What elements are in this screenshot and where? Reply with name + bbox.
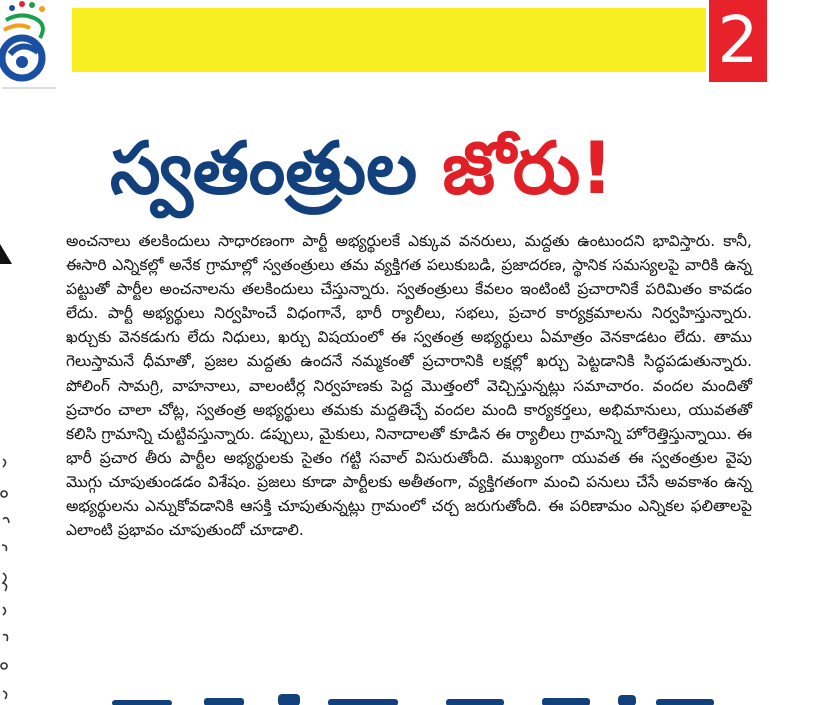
article-body: అంచనాలు తలకిందులు సాధారణంగా పార్టీ అభ్యర్థులకే ఎక్కువ వనరులు, మద్దతు ఉంటుందని భావిస్తారు. కానీ, ఈసారి ఎన్నికల్లో అనేక గ్రామాల్లో స్వతంత్రులు తమ వ్యక్తిగత పలుకుబడి, ప్రజాదరణ, స్థానిక సమస్యలపై వారికి ఉన్న పట్టుతో పార్టీల అంచనాలను తలకిందులు చేస్తున్నారు. స్వతంత్రులు కేవలం ఇంటింటి ప్రచారానికే పరిమితం కావడం లేదు. పార్టీ అభ్యర్థులు నిర్వహించే విధంగానే, భారీ ర్యాలీలు, సభలు, ప్రచార కార్యక్రమాలను నిర్వహిస్తున్నారు. ఖర్చుకు వెనకడుగు లేదు నిధులు, ఖర్చు విషయంలో ఈ స్వతంత్ర అభ్యర్థులు ఏమాత్రం వెనకాడటం లేదు. తాము గెలుస్తామనే ధీమాతో, ప్రజల మద్దతు ఉందనే నమ్మకంతో ప్రచారానికి లక్షల్లో ఖర్చు పెట్టడానికి సిద్ధపడుతున్నారు. పోలింగ్ సామగ్రి, వాహనాలు, వాలంటీర్ల నిర్వహణకు పెద్ద మొత్తంలో వెచ్చిస్తున్నట్లు సమాచారం. వందల మందితో ప్రచారం చాలా చోట్ల, స్వతంత్ర అభ్యర్థులు తమకు మద్దతిచ్చే వందల మంది కార్యకర్తలు, అభిమానులు, యువతతో కలిసి గ్రామాన్ని చుట్టివస్తున్నారు. డప్పులు, మైకులు, నినాదాలతో కూడిన ఈ ర్యాలీలు గ్రామాన్ని హోరెత్తిస్తున్నాయి. ఈ భారీ ప్రచార తీరు పార్టీల అభ్యర్థులకు సైతం గట్టి సవాల్ విసురుతోంది. ముఖ్యంగా యువత ఈ స్వతంత్రుల వైపు మొగ్గు చూపుతుండడం విశేషం. ప్రజలు కూడా పార్టీలకు అతీతంగా, వ్యక్తిగతంగా మంచి పనులు చేసే అవకాశం ఉన్న అభ్యర్థులను ఎన్నుకోవడానికి ఆసక్తి చూపుతున్నట్లు గ్రామంలో చర్చ జరుగుతోంది. ఈ పరిణామం ఎన్నికల ఫలితాలపై ఎలాంటి ప్రభావం చూపుతుందో చూడాలి. bbox=[66, 232, 752, 540]
triangle-icon bbox=[0, 244, 12, 264]
next-heading-fragment bbox=[66, 690, 752, 705]
adjacent-column-edge bbox=[0, 455, 16, 705]
headline bbox=[110, 118, 750, 218]
newspaper-logo-icon bbox=[0, 0, 58, 96]
page-number-badge: 2 bbox=[709, 0, 767, 82]
headline-accent: జోరు! bbox=[442, 126, 614, 210]
header-bar bbox=[72, 8, 706, 72]
headline-main: స్వతంత్రుల bbox=[110, 126, 443, 210]
